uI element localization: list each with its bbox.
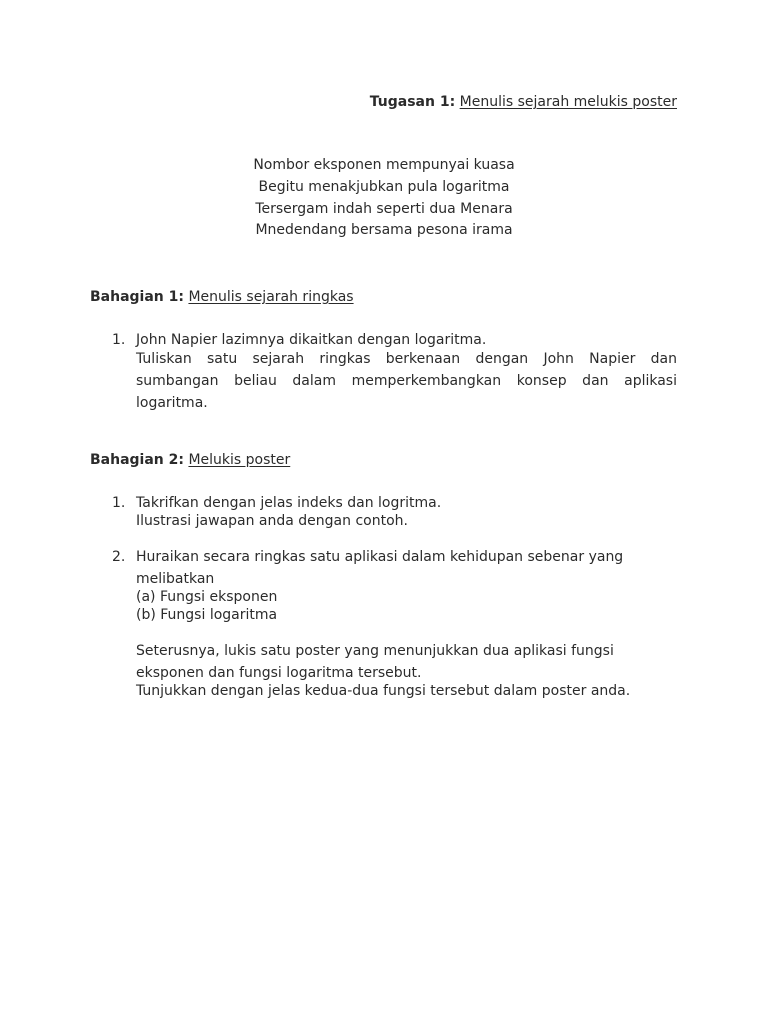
item-line: Ilustrasi jawapan anda dengan contoh.	[136, 513, 408, 529]
item-number: 1.	[112, 495, 126, 511]
part1-heading	[90, 288, 354, 306]
poem-line: Begitu menakjubkan pula logaritma	[258, 178, 510, 195]
task-title-text: Menulis sejarah melukis poster	[459, 94, 677, 110]
part1-title: Menulis sejarah ringkas	[188, 289, 354, 305]
option-a: (a) Fungsi eksponen	[136, 589, 278, 605]
poem-line: Nombor eksponen mempunyai kuasa	[253, 157, 515, 173]
part2-title: Melukis poster	[188, 452, 291, 468]
poem-line: Mnedendang bersama pesona irama	[255, 222, 513, 239]
poem-line: Tersergam indah seperti dua Menara	[255, 200, 513, 217]
item-number: 1.	[112, 332, 126, 348]
task-label: Tugasan 1:	[369, 94, 456, 110]
item-line: Huraikan secara ringkas satu aplikasi dalam kehidupan sebenar yang	[136, 549, 624, 565]
item-line: eksponen dan fungsi logaritma tersebut.	[136, 665, 422, 681]
item-line: Takrifkan dengan jelas indeks dan logritma.	[136, 495, 442, 511]
poem	[0, 155, 768, 242]
task-title	[370, 93, 677, 111]
part2-item-1	[112, 494, 677, 530]
item-number: 2.	[112, 549, 126, 565]
item-line: melibatkan	[136, 571, 215, 587]
part1-label: Bahagian 1:	[90, 289, 184, 305]
part2-item-2	[112, 548, 677, 700]
part1-item-1	[112, 331, 677, 414]
item-paragraph: Tuliskan satu sejarah ringkas berkenaan dengan John Napier dan sumbangan beliau dalam memperkembangkan konsep dan aplikasi logaritma.	[136, 351, 677, 411]
part2-label: Bahagian 2:	[90, 452, 184, 468]
option-b: (b) Fungsi logaritma	[136, 607, 278, 623]
item-line: Seterusnya, lukis satu poster yang menunjukkan dua aplikasi fungsi	[136, 643, 614, 659]
item-line: Tunjukkan dengan jelas kedua-dua fungsi tersebut dalam poster anda.	[136, 683, 631, 699]
part2-heading	[90, 451, 290, 469]
item-line: John Napier lazimnya dikaitkan dengan logaritma.	[136, 332, 487, 348]
